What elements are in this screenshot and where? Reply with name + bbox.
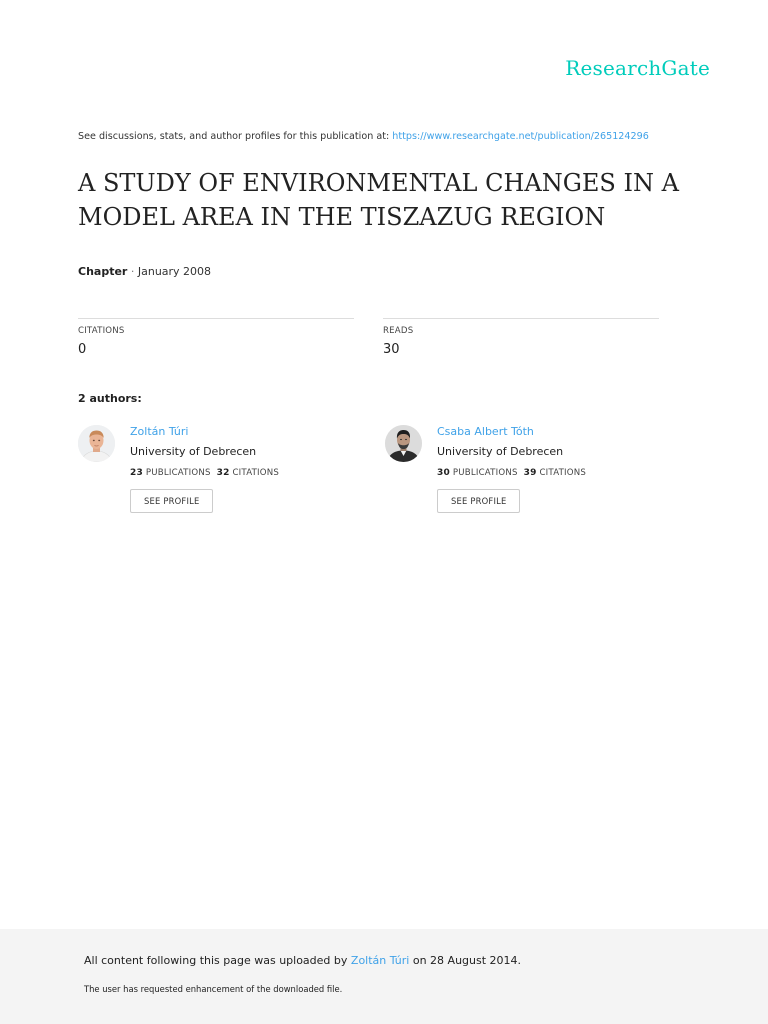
authors-heading: 2 authors: — [78, 392, 142, 405]
publications-label: PUBLICATIONS — [452, 468, 518, 478]
enhancement-note: The user has requested enhancement of the downloaded file. — [84, 984, 343, 994]
author-institution: University of Debrecen — [130, 445, 257, 458]
author-name-link[interactable]: Csaba Albert Tóth — [437, 425, 534, 438]
see-profile-button[interactable]: SEE PROFILE — [130, 489, 213, 513]
citations-value: 0 — [78, 342, 87, 357]
author-citations-label: CITATIONS — [539, 468, 587, 478]
person-photo-icon — [385, 425, 422, 462]
meta-separator: · — [127, 265, 138, 278]
author-stats — [437, 468, 586, 478]
see-profile-button[interactable]: SEE PROFILE — [437, 489, 520, 513]
footer — [0, 929, 768, 1024]
uploader-link[interactable]: Zoltán Túri — [350, 954, 410, 967]
publications-label: PUBLICATIONS — [145, 468, 211, 478]
publications-count: 23 — [130, 468, 143, 478]
upload-info — [84, 954, 521, 967]
discussion-text: See discussions, stats, and author profiles for this publication at: — [78, 131, 393, 142]
publication-meta — [78, 265, 211, 278]
reads-value: 30 — [383, 342, 400, 357]
author-avatar[interactable] — [385, 425, 422, 462]
author-card — [78, 425, 368, 520]
reads-stat — [383, 318, 659, 357]
author-info — [437, 425, 586, 513]
author-info — [130, 425, 279, 513]
author-institution: University of Debrecen — [437, 445, 564, 458]
author-citations-count: 32 — [216, 468, 230, 478]
discussion-line — [78, 131, 649, 142]
publication-url-link[interactable]: https://www.researchgate.net/publication/265124296 — [392, 131, 649, 142]
person-photo-icon — [78, 425, 115, 462]
citations-label: CITATIONS — [78, 326, 125, 336]
upload-suffix: on 28 August 2014. — [409, 954, 522, 967]
researchgate-logo[interactable]: ResearchGate — [565, 56, 710, 80]
author-card — [385, 425, 675, 520]
upload-prefix: All content following this page was uploaded by — [84, 954, 351, 967]
reads-label: READS — [383, 326, 414, 336]
publication-title: A STUDY OF ENVIRONMENTAL CHANGES IN A MODEL AREA IN THE TISZAZUG REGION — [78, 169, 679, 231]
citations-stat — [78, 318, 354, 357]
publications-count: 30 — [437, 468, 450, 478]
author-citations-label: CITATIONS — [232, 468, 280, 478]
author-citations-count: 39 — [523, 468, 537, 478]
author-name-link[interactable]: Zoltán Túri — [130, 425, 189, 438]
author-stats — [130, 468, 279, 478]
author-avatar[interactable] — [78, 425, 115, 462]
publication-type: Chapter — [78, 265, 128, 278]
publication-date: January 2008 — [137, 265, 212, 278]
